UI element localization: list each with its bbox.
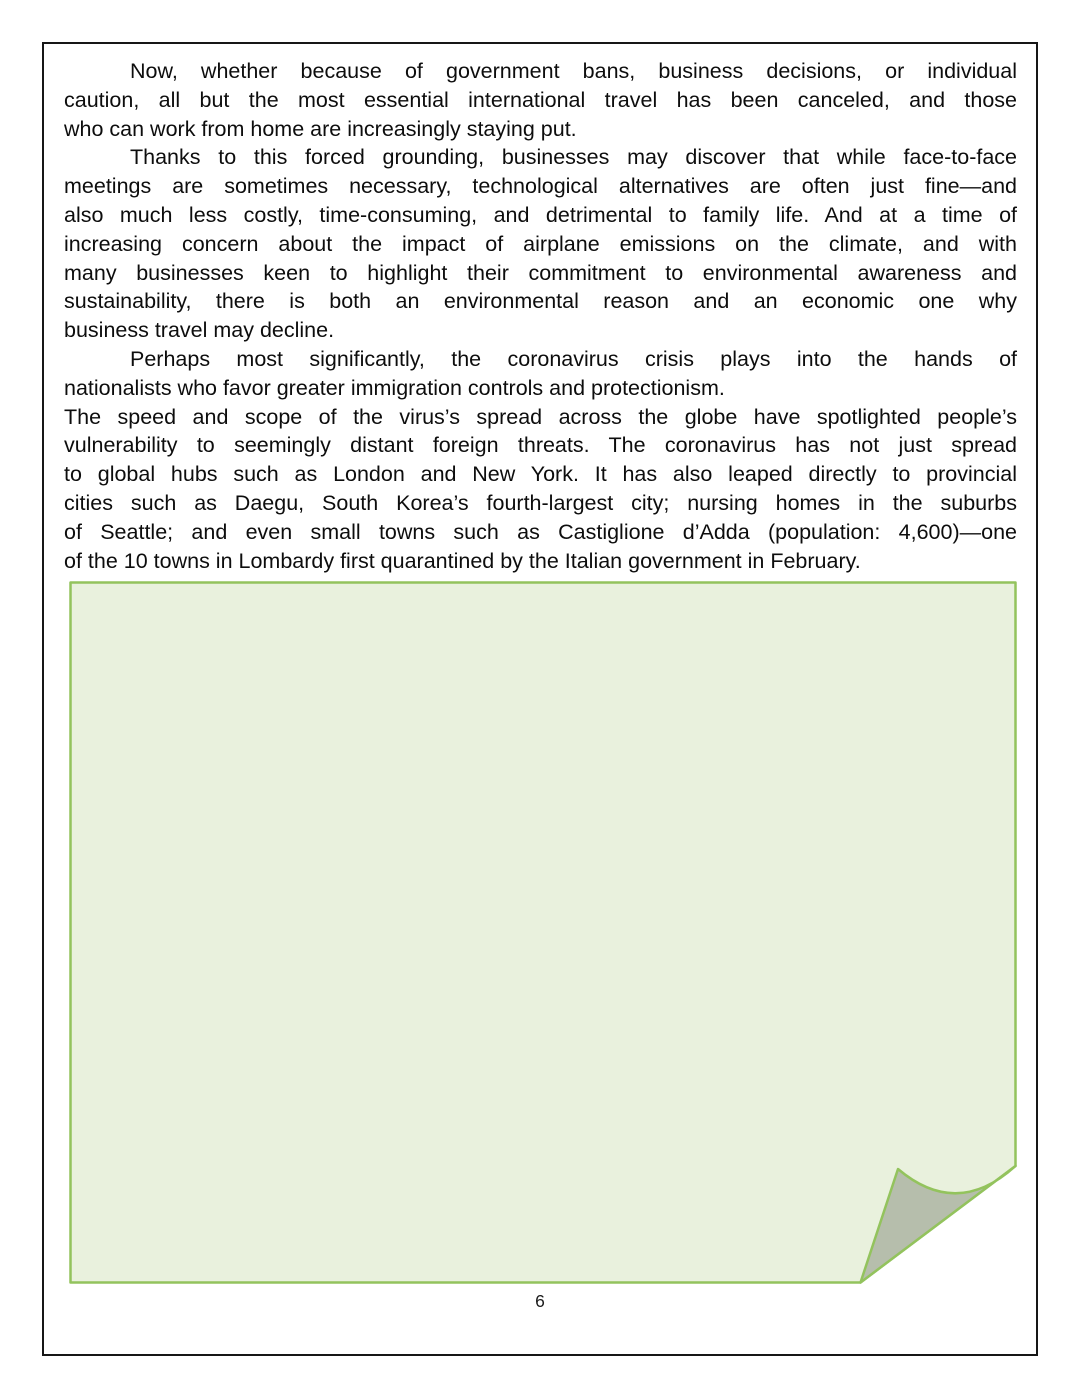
text-line: many businesses keen to highlight their commitment to environmental awareness and — [64, 260, 1017, 285]
page-number: 6 — [535, 1291, 545, 1311]
text-line: Perhaps most significantly, the coronavirus crisis plays into the hands of — [130, 346, 1017, 371]
text-line: meetings are sometimes necessary, technological alternatives are often just fine—and — [64, 174, 1017, 199]
text-line: to global hubs such as London and New York. It has also leaped directly to provincial — [64, 462, 1017, 487]
text-line: increasing concern about the impact of airplane emissions on the climate, and with — [64, 231, 1017, 256]
text-line: of the 10 towns in Lombardy first quarantined by the Italian government in February. — [64, 548, 861, 573]
text-line: who can work from home are increasingly staying put. — [64, 116, 577, 141]
text-line: business travel may decline. — [64, 318, 335, 343]
text-line: The speed and scope of the virus’s spread across the globe have spotlighted people’s — [64, 404, 1017, 429]
text-line: sustainability, there is both an environmental reason and an economic one why — [64, 289, 1017, 314]
body-text — [64, 57, 1017, 575]
page-border-frame — [42, 42, 1038, 1356]
text-line: Now, whether because of government bans, business decisions, or individual — [130, 59, 1017, 83]
folded-note-box — [69, 581, 1017, 1285]
text-line: of Seattle; and even small towns such as Castiglione d’Adda (population: 4,600)—one — [64, 519, 1017, 544]
note-shape — [71, 583, 1016, 1283]
text-line: nationalists who favor greater immigration controls and protectionism. — [64, 375, 725, 400]
text-line: vulnerability to seemingly distant foreign threats. The coronavirus has not just spread — [64, 433, 1017, 458]
text-line: caution, all but the most essential international travel has been canceled, and those — [64, 87, 1017, 112]
text-line: also much less costly, time-consuming, and detrimental to family life. And at a time of — [64, 202, 1017, 227]
text-line: Thanks to this forced grounding, businesses may discover that while face-to-face — [130, 145, 1017, 170]
text-line: cities such as Daegu, South Korea’s fourth-largest city; nursing homes in the suburbs — [64, 490, 1017, 515]
